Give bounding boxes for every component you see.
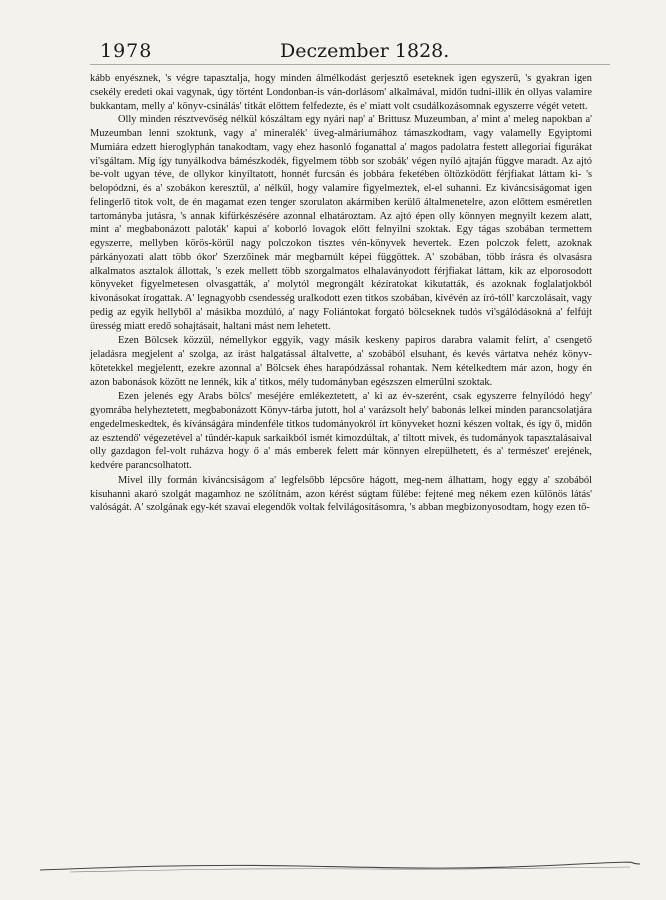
bottom-decorative-rule: [40, 858, 640, 876]
paragraph-2: Olly minden résztvevőség nélkül kószáltam egy nyári nap' a' Brittusz Muzeumban, a' mint a' meleg napokban a' Muzeumban lenni szoktunk, vagy a' mineralék' üveg-almáriumához támaszkodtam, vagy valamelly Egyiptomi Mumiára edzett hieroglyphán tanakodtam, vagy ehez hasonló foganattal a' magos padolatra festett allegoriai figurákat vi'sgáltam. Míg így tunyálkodva bámészkodék, figyelmem több sor szobák' végen nyíló ajtaján függve maradt. Az ajtó be-volt ugyan téve, de ollykor kinyíltatott, honnét furcsán és jobbára feketében öltözködött férjfiakat láttam ki- 's belopódzni, és a' szobákon keresztűl, a' nélkűl, hogy valamire figyelmeztek, el-el suhanni. Ez kiváncsiságomat igen felingerlő titok volt, de én magamat ezen tenger szorulaton akármiben kerülő általmenetelre, azon előttem esméretlen tartományba jutásra, 's annak kifürkészésére azonnal elhatároztam. Az ajtó épen olly könnyen megnyilt kezem alatt, mint a' megbabonázott paloták' kapui a' koborló lovagok előtt felnyilni szoktak. Egy tágas szobában termettem egyszerre, mellyben körös-körűl nagy polczokon tisztes vén-könyvek hevertek. Ezen polczok felett, azoknak párkányozati alatt több ókor' Szerzőinek már megbarnúlt képei függöttek. A' szobában, több írásra és olvasásra alkalmatos asztalok állottak, 's ezek mellett több szorgalmatos elhalaványodott férjfiakat láttam, kik az elporosodott könyveket figyelmetesen olvasgatták, a' molytól megrongált kézíratokat kikutatták, és azoknak foglalatjokból kivonásokat írogattak. A' legnagyobb csendesség uralkodott ezen titkos szobában, kivévén az író-tóll' karczolásait, vagy pedig az egyik hellyből a' másikba mozdúló, a' nagy Foliántokat forgató bölcseknek tudós vi'sgálódásokná a' felfújt üresség miatt eredő sohajtásait, haltani mást nem lehetett.: [90, 114, 592, 332]
running-head-date: Deczember 1828.: [280, 40, 450, 62]
page-number: 1978: [100, 40, 153, 62]
header-rule: [90, 64, 610, 65]
paragraph-5: Mivel illy formán kiváncsiságom a' legfelsőbb lépcsőre hágott, meg-nem álhattam, hogy eggy a' szobából kisuhanni akaró szolgát magamhoz ne szólítnám, azon kérést súgtam fülébe: fejtené meg nékem ezen különös látás' valóságát. A' szolgának egy-két szavai elegendők voltak felvilágosításomra, 's abban megbizonyosodtam, hogy ezen tő-: [90, 474, 592, 514]
body-text: [90, 72, 592, 515]
page-header: [100, 40, 600, 66]
paragraph-3: Ezen Bölcsek közzül, némellykor eggyik, vagy másik keskeny papiros darabra valamit felírt, a' csengető jeladásra megjelent a' szolga, az írást halgatással általvette, a' szobából elsuhant, és kevés vártatva nehéz könyv-kötetekkel megjelentt, ezekre azonnal a' Bölcsek éhes harapódzással rohantak. Nem kételkedtem már azon, hogy én azon babonások között ne lennék, kik a' titkos, mély tudományban egészszen elmerűlni szoktak.: [90, 335, 592, 388]
paragraph-1: kább enyésznek, 's végre tapasztalja, hogy minden álmélkodást gerjesztő eseteknek igen egyszerű, 's gyakran igen csekély eredeti okai vagynak, úgy történt Londonban-is ván-dorlásom' alkalmával, midőn tudni-illik én ollyas valamire bukkantam, melly a' könyv-csinálás' titkát előttem felfedezte, és e' miatt volt csudálkozásomnak egyszerre végét vetett.: [90, 73, 592, 112]
paragraph-4: Ezen jelenés egy Arabs bölcs' meséjére emlékeztetett, a' ki az év-szerént, csak egyszerre felnyílódó hegy' gyomrába helyheztetett, megbabonázott Könyv-tárba jutott, hol a' varázsolt hely' babonás lelkei minden parancsolatjára engedelmeskedtek, és kívánságára mindenféle titkos tudományokról írt könyveket hozni készen voltak, és így ő, midőn az esztendő' végezetével a' tündér-kapuk sarkaikból ismét kimozdúltak, a' tiltott mivek, és tudományok tapasztalásaival olly gazdagon fel-volt ruházva hogy ő a' más emberek felett már könnyen elrepülhetett, és a' természet' erejének, kedvére parancsolhatott.: [90, 391, 592, 471]
